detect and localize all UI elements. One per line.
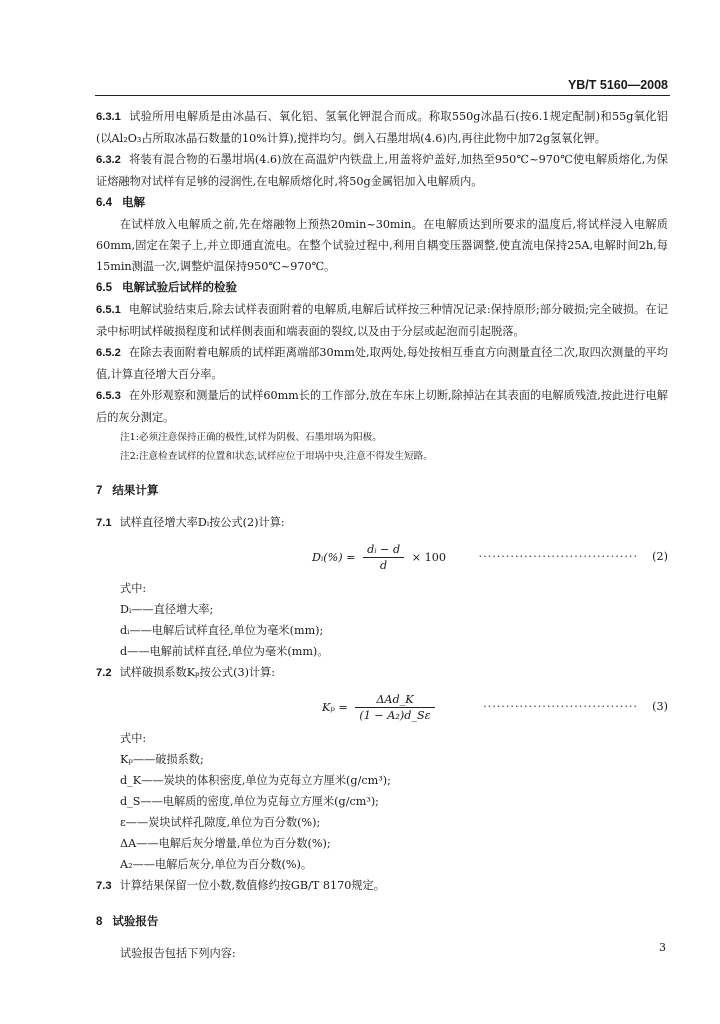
definition-item: dᵢ——电解后试样直径,单位为毫米(mm);: [120, 624, 324, 637]
clause-7-3: 7.3 计算结果保留一位小数,数值修约按GB/T 8170规定。: [96, 879, 385, 892]
body-content: [96, 106, 668, 964]
heading-7: 7 结果计算: [96, 483, 159, 497]
where-label-1: 式中:: [120, 582, 147, 595]
definition-item: d——电解前试样直径,单位为毫米(mm)。: [120, 645, 329, 658]
where-label-2: 式中:: [120, 732, 147, 745]
definition-item: A₂——电解后灰分,单位为百分数(%)。: [120, 858, 313, 871]
formula-2-denominator: d: [380, 559, 388, 572]
formula-2-fraction: [363, 542, 404, 574]
note-1: 注1:必须注意保持正确的极性,试样为阴极、石墨坩埚为阳极。: [120, 432, 382, 443]
formula-2: [96, 534, 668, 578]
formula-3-fraction: [355, 692, 434, 724]
formula-2-multiplier: × 100: [411, 551, 446, 564]
definition-item: Kₚ——破损系数;: [120, 753, 204, 766]
formula-3-numerator: ΔAd_K: [355, 692, 434, 708]
standard-number: YB/T 5160—2008: [567, 78, 668, 92]
formula-3-denominator: (1 − A₂)d_Sε: [359, 709, 431, 722]
definition-item: ε——炭块试样孔隙度,单位为百分数(%);: [120, 816, 321, 829]
clause-6-4-text: 在试样放入电解质之前,先在熔融物上预热20min~30min。在电解质达到所要求的温度后,将试样浸入电解质60mm,固定在架子上,并立即通直流电。在整个试验过程中,利用自耦变压器调整,使直流电保持25A,电解时间2h,每15min测温一次,调整炉温保持950℃~970℃。: [96, 218, 668, 273]
clause-6-5-2: 6.5.2 在除去表面附着电解质的试样距离端部30mm处,取两处,每处按相互垂直方向测量直径二次,取四次测量的平均值,计算直径增大百分率。: [96, 346, 668, 381]
formula-3-leader: ··································: [483, 700, 638, 713]
definition-item: ΔA——电解后灰分增量,单位为百分数(%);: [120, 837, 331, 850]
page-number: 3: [659, 941, 666, 954]
clause-6-5-1: 6.5.1 电解试验结束后,除去试样表面附着的电解质,电解后试样按三种情况记录:保持原形;部分破损;完全破损。在记录中标明试样破损程度和试样侧表面和端表面的裂纹,以及由于分层或起泡而引起脱落。: [96, 303, 668, 338]
clause-7-2: 7.2 试样破损系数Kₚ按公式(3)计算:: [96, 666, 276, 679]
heading-6-4: 6.4 电解: [96, 195, 145, 209]
clause-8-text: 试验报告包括下列内容:: [120, 947, 236, 960]
clause-6-5-3: 6.5.3 在外形观察和测量后的试样60mm长的工作部分,放在车床上切断,除掉沾在其表面的电解质残渣,按此进行电解后的灰分测定。: [96, 389, 668, 424]
definition-item: d_K——炭块的体积密度,单位为克每立方厘米(g/cm³);: [120, 774, 391, 787]
heading-8: 8 试验报告: [96, 914, 159, 928]
clause-6-3-1: 6.3.1 试验所用电解质是由冰晶石、氧化铝、氢氧化钾混合而成。称取550g冰晶石(按6.1规定配制)和55g氧化铝(以Al₂O₃占所取冰晶石数量的10%计算),搅拌均匀。倒入石墨坩埚(4.6)内,再往此物中加72g氢氧化钾。: [96, 110, 668, 145]
formula-2-number: (2): [652, 550, 668, 563]
note-2: 注2:注意检查试样的位置和状态,试样应位于坩埚中央,注意不得发生短路。: [120, 451, 433, 462]
definition-item: Dᵢ——直径增大率;: [120, 603, 214, 616]
header-rule: [95, 95, 670, 96]
definitions-1: [120, 599, 668, 662]
definitions-2: [120, 749, 668, 875]
formula-2-leader: ···································: [478, 550, 638, 563]
formula-3: [96, 684, 668, 728]
definition-item: d_S——电解质的密度,单位为克每立方厘米(g/cm³);: [120, 795, 379, 808]
formula-3-lhs: Kₚ =: [322, 701, 348, 714]
formula-2-lhs: Dᵢ(%) =: [312, 551, 356, 564]
formula-3-number: (3): [652, 700, 668, 713]
clause-7-1: 7.1 试样直径增大率Dᵢ按公式(2)计算:: [96, 516, 285, 529]
clause-6-3-2: 6.3.2 将装有混合物的石墨坩埚(4.6)放在高温炉内铁盘上,用盖将炉盖好,加热至950℃~970℃使电解质熔化,为保证熔融物对试样有足够的浸润性,在电解质熔化时,将50g金属铝加入电解质内。: [96, 153, 668, 188]
heading-6-5: 6.5 电解试验后试样的检验: [96, 280, 237, 294]
formula-2-numerator: dᵢ − d: [363, 542, 404, 558]
